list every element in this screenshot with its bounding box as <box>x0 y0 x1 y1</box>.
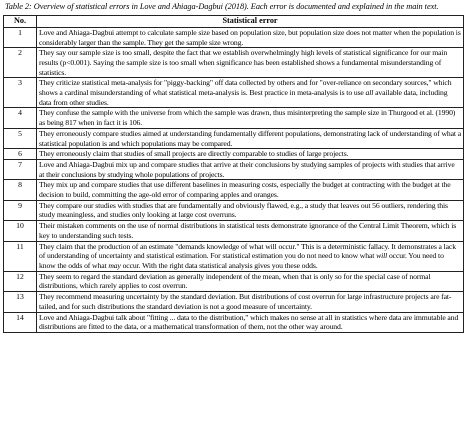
table-row <box>4 292 464 312</box>
row-error-text: They erroneously claim that studies of small projects are directly comparable to studies of large projects. <box>37 149 464 160</box>
row-error-text: They mix up and compare studies that use different baselines in measuring costs, especially the budget at contracting with the budget at the decision to build, committing the age-old error of comparing apples and oranges. <box>37 180 464 200</box>
row-error-text: They seem to regard the standard deviation as generally independent of the mean, when that is only so for the special case of normal distributions, which rarely applies to cost overrun. <box>37 271 464 291</box>
table-row <box>4 241 464 271</box>
row-error-text: Their mistaken comments on the use of normal distributions in statistical tests demonstrate ignorance of the Central Limit Theorem, which is key to understanding such tests. <box>37 221 464 241</box>
row-number: 3 <box>4 78 37 108</box>
row-error-text: They recommend measuring uncertainty by the standard deviation. But distributions of cost overrun for large infrastructure projects are fat-tailed, and for such distributions the standard deviation is not a good measure of uncertainty. <box>37 292 464 312</box>
row-number: 8 <box>4 180 37 200</box>
statistical-errors-table <box>3 15 464 333</box>
table-row <box>4 149 464 160</box>
table-row <box>4 271 464 291</box>
text-segment: They criticize statistical meta-analysis for "piggy-backing" off data collected by others and for "over-reliance on secondary sources," which shows a cardinal misunderstanding of what statistical meta-analysis is. Best practice in meta-analysis is to use <box>39 78 452 98</box>
table-header-row <box>4 16 464 27</box>
table-row <box>4 159 464 179</box>
row-number: 14 <box>4 312 37 332</box>
row-number: 1 <box>4 27 37 47</box>
row-error-text <box>37 241 464 271</box>
row-error-text: They confuse the sample with the universe from which the sample was drawn, thus misinterpreting the sample size in Thurgood et al. (1990) as being 817 when in fact it is 106. <box>37 108 464 128</box>
table-caption: Table 2: Overview of statistical errors in Love and Ahiaga-Dagbui (2018). Each error is documented and explained in the main text. <box>5 2 439 11</box>
emphasis-text: will <box>376 251 388 261</box>
row-error-text: Love and Ahiaga-Dagbui attempt to calculate sample size based on population size, but population size does not matter when the population is considerably larger than the sample. They get the sample size wrong. <box>37 27 464 47</box>
row-number: 12 <box>4 271 37 291</box>
table-row <box>4 200 464 220</box>
row-number: 2 <box>4 48 37 78</box>
emphasis-text: may <box>108 260 121 270</box>
table-row <box>4 27 464 47</box>
row-error-text <box>37 78 464 108</box>
row-number: 4 <box>4 108 37 128</box>
text-segment: available data, including data from other studies. <box>39 88 448 107</box>
text-segment: occur. You need to know the odds of what <box>39 251 444 270</box>
table-row <box>4 312 464 332</box>
row-number: 11 <box>4 241 37 271</box>
row-number: 5 <box>4 128 37 148</box>
row-number: 6 <box>4 149 37 160</box>
table-row <box>4 48 464 78</box>
text-segment: occur. With the right data statistical analysis gives you these odds. <box>120 260 318 270</box>
row-error-text: Love and Ahiaga-Dagbui mix up and compare studies that arrive at their conclusions by studying samples of projects with studies that arrive at their conclusions by studying whole populations of projects. <box>37 159 464 179</box>
row-error-text: Love and Ahiaga-Dagbui talk about "fitting ... data to the distribution," which makes no sense at all in statistics where data are immutable and distributions are fitted to the data, or a mathematical transformation of them, not the other way around. <box>37 312 464 332</box>
table-row <box>4 180 464 200</box>
row-error-text: They compare our studies with studies that are fundamentally and obviously flawed, e.g., a study that leaves out 56 outliers, rendering this study meaningless, and studies only looking at large cost overruns. <box>37 200 464 220</box>
row-number: 10 <box>4 221 37 241</box>
table-row <box>4 108 464 128</box>
table-row <box>4 78 464 108</box>
header-number: No. <box>4 16 37 27</box>
table-row <box>4 128 464 148</box>
emphasis-text: all <box>365 88 374 98</box>
row-error-text: They erroneously compare studies aimed at understanding fundamentally different populations, demonstrating lack of understanding of what a statistical population is and which populations may be compared. <box>37 128 464 148</box>
row-number: 9 <box>4 200 37 220</box>
header-statistical-error: Statistical error <box>37 16 464 27</box>
text-segment: They claim that the production of an estimate "demands knowledge of what will occur." This is a deterministic fallacy. It demonstrates a lack of understanding of uncertainty and statistical estimation. For statistical estimation you do not need to know what <box>39 241 456 261</box>
row-number: 13 <box>4 292 37 312</box>
row-number: 7 <box>4 159 37 179</box>
row-error-text: They say our sample size is too small, despite the fact that we establish overwhelmingly high levels of statistical significance for our main results (p<0.001). Saying the sample size is too small when significance has been established shows a fundamental misunderstanding of statistics. <box>37 48 464 78</box>
table-row <box>4 221 464 241</box>
